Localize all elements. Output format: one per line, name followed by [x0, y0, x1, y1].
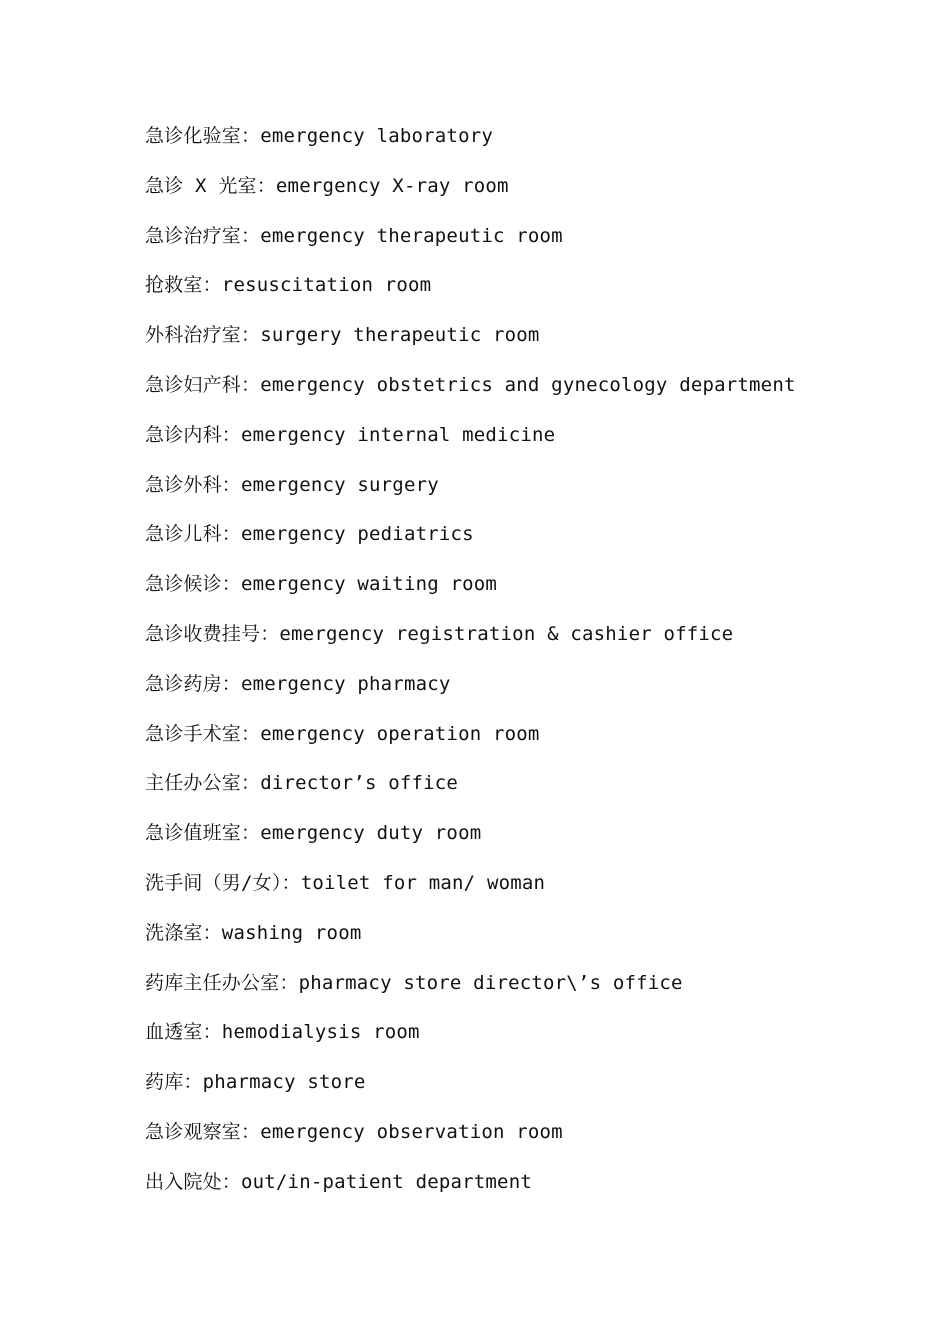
glossary-entry: 出入院处：out/in-patient department [145, 1170, 532, 1193]
glossary-entry: 急诊 X 光室：emergency X-ray room [145, 174, 509, 197]
glossary-entry: 急诊儿科：emergency pediatrics [145, 523, 474, 546]
glossary-entry: 急诊收费挂号：emergency registration & cashier office [145, 622, 734, 645]
glossary-entry: 急诊值班室：emergency duty room [145, 822, 482, 845]
glossary-entry: 抢救室：resuscitation room [145, 274, 432, 297]
glossary-entry: 急诊外科：emergency surgery [145, 473, 439, 496]
glossary-entry: 急诊候诊：emergency waiting room [145, 573, 498, 596]
glossary-entry: 急诊手术室：emergency operation room [145, 722, 540, 745]
glossary-entry: 洗涤室：washing room [145, 921, 362, 944]
glossary-entry: 急诊内科：emergency internal medicine [145, 423, 556, 446]
glossary-entry: 急诊化验室：emergency laboratory [145, 125, 493, 147]
glossary-entry: 急诊妇产科：emergency obstetrics and gynecology department [145, 373, 796, 396]
glossary-entry: 药库：pharmacy store [145, 1071, 366, 1094]
glossary-entry: 外科治疗室：surgery therapeutic room [145, 324, 540, 347]
glossary-entry: 急诊治疗室：emergency therapeutic room [145, 224, 563, 247]
glossary-list [145, 118, 905, 1214]
glossary-entry: 急诊药房：emergency pharmacy [145, 672, 451, 695]
glossary-entry: 药库主任办公室：pharmacy store director\’s office [145, 971, 683, 994]
glossary-entry: 急诊观察室：emergency observation room [145, 1120, 563, 1143]
glossary-entry: 洗手间（男/女）：toilet for man/ woman [145, 871, 546, 894]
glossary-entry: 血透室：hemodialysis room [145, 1021, 420, 1044]
glossary-entry: 主任办公室：director’s office [145, 772, 459, 795]
